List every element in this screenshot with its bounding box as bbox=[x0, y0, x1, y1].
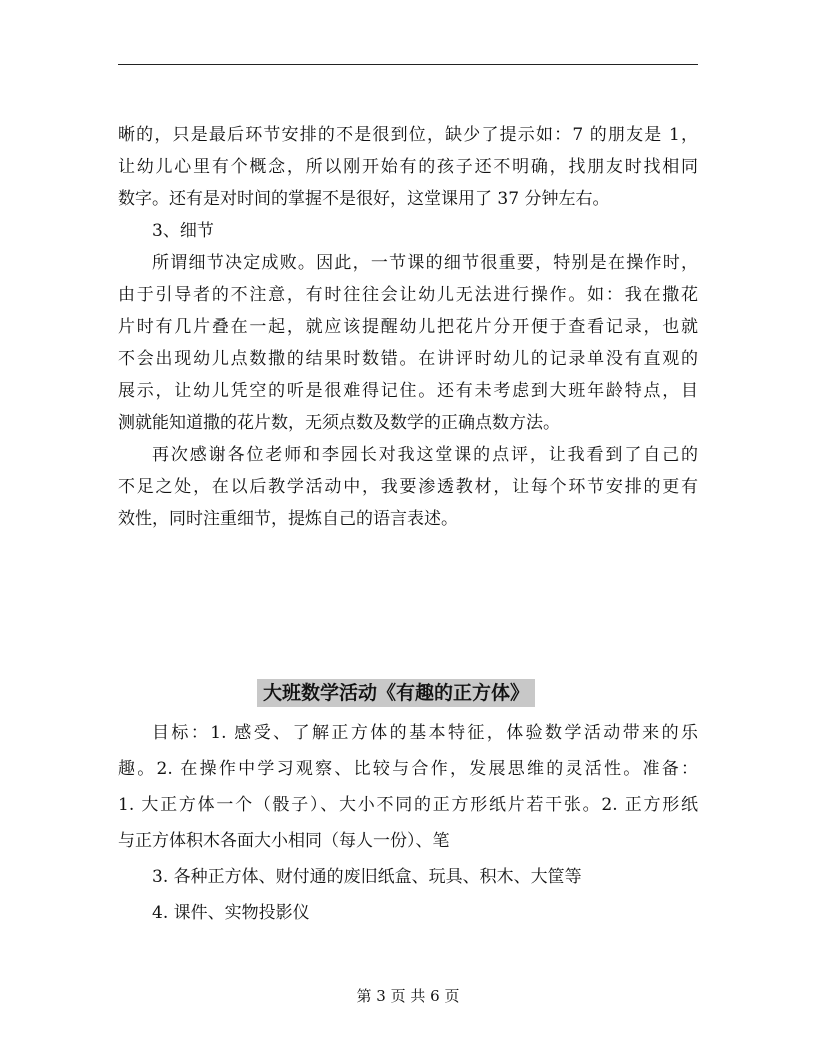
lesson-line: 目标：1. 感受、了解正方体的基本特征，体验数学活动带来的乐 bbox=[152, 723, 698, 743]
page-number-footer: 第 3 页 共 6 页 bbox=[356, 987, 460, 1005]
paragraph-line: 晰的，只是最后环节安排的不是很到位，缺少了提示如：7 的朋友是 1， bbox=[118, 125, 698, 145]
prep-item: 3. 各种正方体、财付通的废旧纸盒、玩具、积木、大筐等 bbox=[152, 867, 582, 887]
lesson-line: 趣。2. 在操作中学习观察、比较与合作，发展思维的灵活性。准备： bbox=[118, 759, 698, 779]
paragraph-line: 片时有几片叠在一起，就应该提醒幼儿把花片分开便于查看记录，也就 bbox=[118, 317, 698, 337]
paragraph-line: 让幼儿心里有个概念，所以刚开始有的孩子还不明确，找朋友时找相同 bbox=[118, 157, 698, 177]
paragraph-line: 所谓细节决定成败。因此，一节课的细节很重要，特别是在操作时， bbox=[152, 253, 698, 273]
paragraph-line: 再次感谢各位老师和李园长对我这堂课的点评，让我看到了自己的 bbox=[152, 445, 698, 465]
paragraph-line: 测就能知道撒的花片数，无须点数及数学的正确点数方法。 bbox=[118, 413, 560, 433]
prep-item: 4. 课件、实物投影仪 bbox=[152, 903, 310, 923]
paragraph-line: 不足之处，在以后教学活动中，我要渗透教材，让每个环节安排的更有 bbox=[118, 477, 698, 497]
header-rule bbox=[118, 64, 698, 65]
section-heading: 3、细节 bbox=[152, 221, 214, 241]
paragraph-line: 效性，同时注重细节，提炼自己的语言表述。 bbox=[118, 509, 458, 529]
paragraph-line: 展示，让幼儿凭空的听是很难得记住。还有未考虑到大班年龄特点，目 bbox=[118, 381, 698, 401]
paragraph-line: 数字。还有是对时间的掌握不是很好，这堂课用了 37 分钟左右。 bbox=[118, 189, 610, 209]
paragraph-line: 由于引导者的不注意，有时往往会让幼儿无法进行操作。如：我在撒花 bbox=[118, 285, 698, 305]
lesson-line: 与正方体积木各面大小相同（每人一份）、笔 bbox=[118, 831, 450, 851]
lesson-line: 1. 大正方体一个（骰子）、大小不同的正方形纸片若干张。2. 正方形纸 bbox=[118, 795, 698, 815]
paragraph-line: 不会出现幼儿点数撒的结果时数错。在讲评时幼儿的记录单没有直观的 bbox=[118, 349, 698, 369]
lesson-title: 大班数学活动《有趣的正方体》 bbox=[257, 679, 535, 707]
